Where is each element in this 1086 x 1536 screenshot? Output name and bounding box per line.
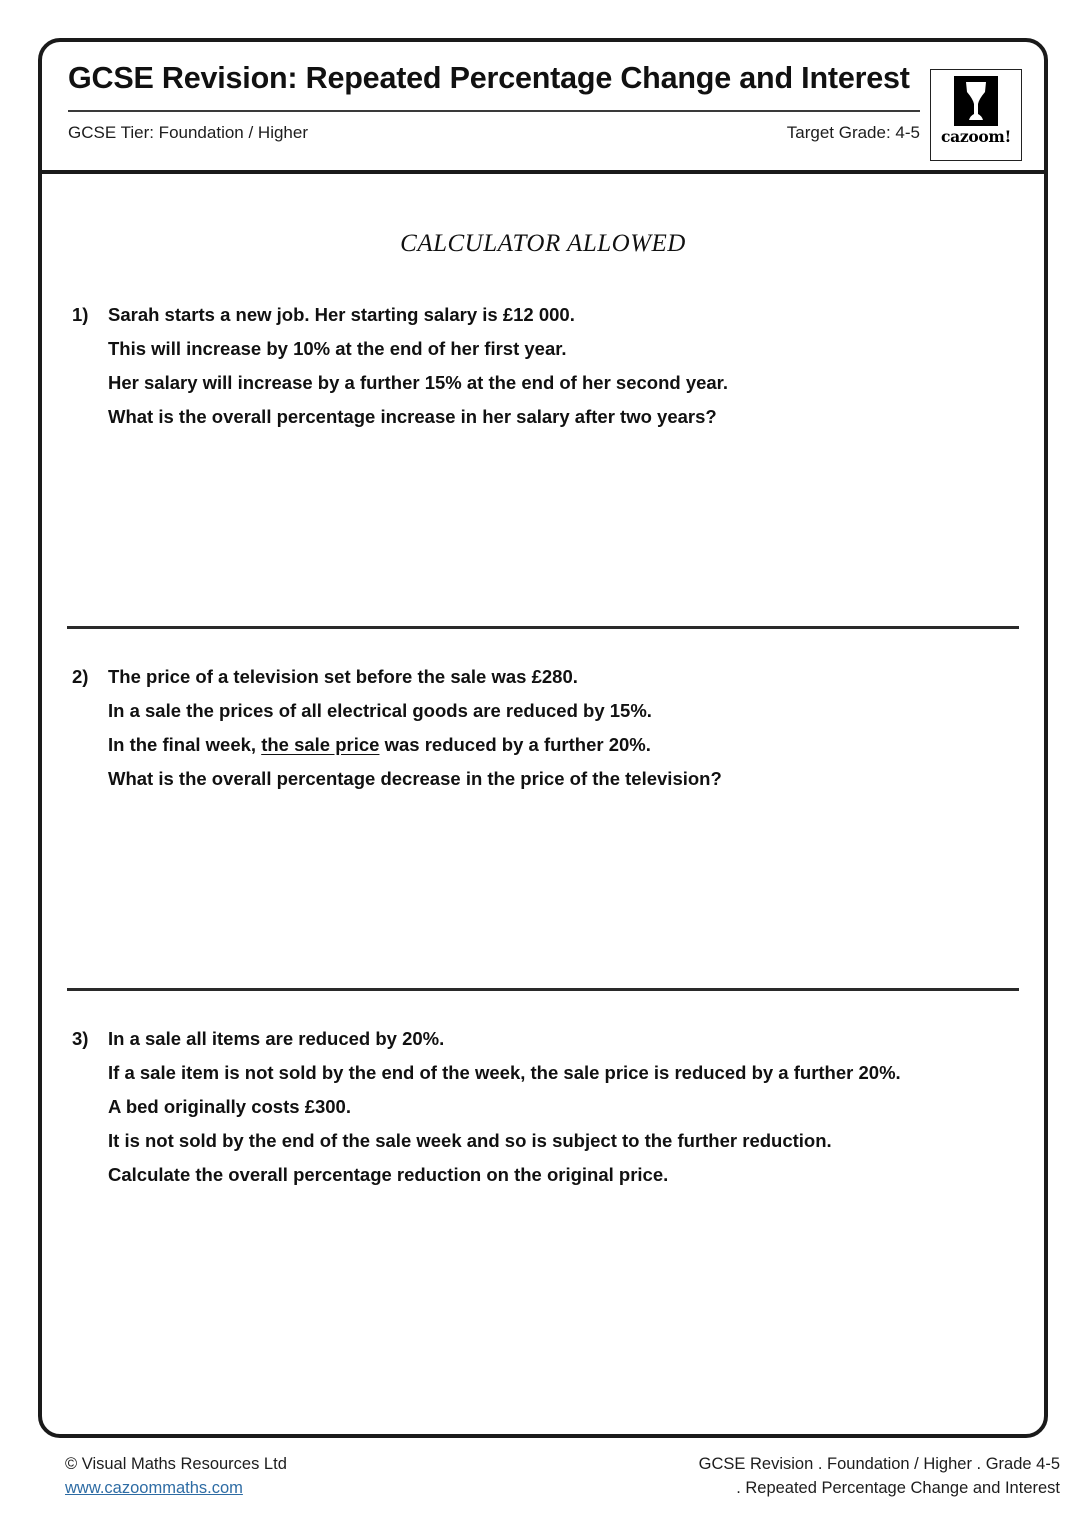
- worksheet-footer: [38, 1452, 1060, 1512]
- footer-meta-line-2: . Repeated Percentage Change and Interest: [736, 1479, 1060, 1497]
- cazoom-wordmark: cazoom!: [940, 127, 1012, 146]
- answer-space[interactable]: [72, 796, 1044, 988]
- question-line: If a sale item is not sold by the end of the week, the sale price is reduced by a further 20%.: [108, 1062, 901, 1083]
- title-rule: [68, 110, 920, 112]
- worksheet-body: [42, 174, 1044, 1434]
- question-text: [108, 1022, 1044, 1192]
- title-block: [68, 52, 928, 149]
- question-line: [108, 728, 1044, 762]
- question-line: This will increase by 10% at the end of her first year.: [108, 338, 567, 359]
- page-title: GCSE Revision: Repeated Percentage Change and Interest: [68, 61, 910, 95]
- question-line: Sarah starts a new job. Her starting salary is £12 000.: [108, 304, 575, 325]
- question-number: 2): [72, 666, 89, 687]
- cazoom-goblet-icon: [954, 76, 998, 126]
- calculator-allowed-note: CALCULATOR ALLOWED: [400, 230, 686, 257]
- question-1: [42, 298, 1044, 626]
- line-post-text: was reduced by a further 20%.: [379, 734, 651, 755]
- question-line: What is the overall percentage decrease in the price of the television?: [108, 768, 722, 789]
- header-meta-row: [68, 123, 920, 149]
- line-underlined-text: the sale price: [261, 734, 380, 755]
- footer-left-block: [65, 1452, 287, 1500]
- question-separator: [67, 626, 1019, 629]
- footer-meta-line-1: GCSE Revision . Foundation / Higher . Grade 4-5: [698, 1455, 1060, 1473]
- question-line: Calculate the overall percentage reduction on the original price.: [108, 1164, 669, 1185]
- copyright-text: © Visual Maths Resources Ltd: [65, 1455, 287, 1473]
- question-separator: [67, 988, 1019, 991]
- answer-space[interactable]: [72, 1192, 1044, 1392]
- question-line: A bed originally costs £300.: [108, 1096, 351, 1117]
- worksheet-header: [42, 42, 1044, 172]
- question-2: [42, 660, 1044, 988]
- line-pre-text: In the final week,: [108, 734, 262, 755]
- question-number: 1): [72, 304, 89, 325]
- question-line: What is the overall percentage increase in her salary after two years?: [108, 406, 717, 427]
- question-line: The price of a television set before the sale was £280.: [108, 666, 578, 687]
- question-text: [108, 660, 1044, 796]
- question-line: In a sale all items are reduced by 20%.: [108, 1028, 445, 1049]
- question-3: [42, 1022, 1044, 1392]
- worksheet-page: [38, 38, 1048, 1438]
- cazoom-logo: [930, 69, 1022, 161]
- question-line: It is not sold by the end of the sale week and so is subject to the further reduction.: [108, 1130, 832, 1151]
- website-link[interactable]: www.cazoommaths.com: [65, 1479, 243, 1497]
- footer-right-block: [699, 1452, 1060, 1500]
- target-grade-label: Target Grade: 4-5: [786, 122, 920, 142]
- question-text: [108, 298, 1044, 434]
- answer-space[interactable]: [72, 434, 1044, 626]
- question-line: Her salary will increase by a further 15% at the end of her second year.: [108, 372, 729, 393]
- question-line: In a sale the prices of all electrical goods are reduced by 15%.: [108, 700, 652, 721]
- tier-label: GCSE Tier: Foundation / Higher: [68, 122, 309, 142]
- question-number: 3): [72, 1028, 89, 1049]
